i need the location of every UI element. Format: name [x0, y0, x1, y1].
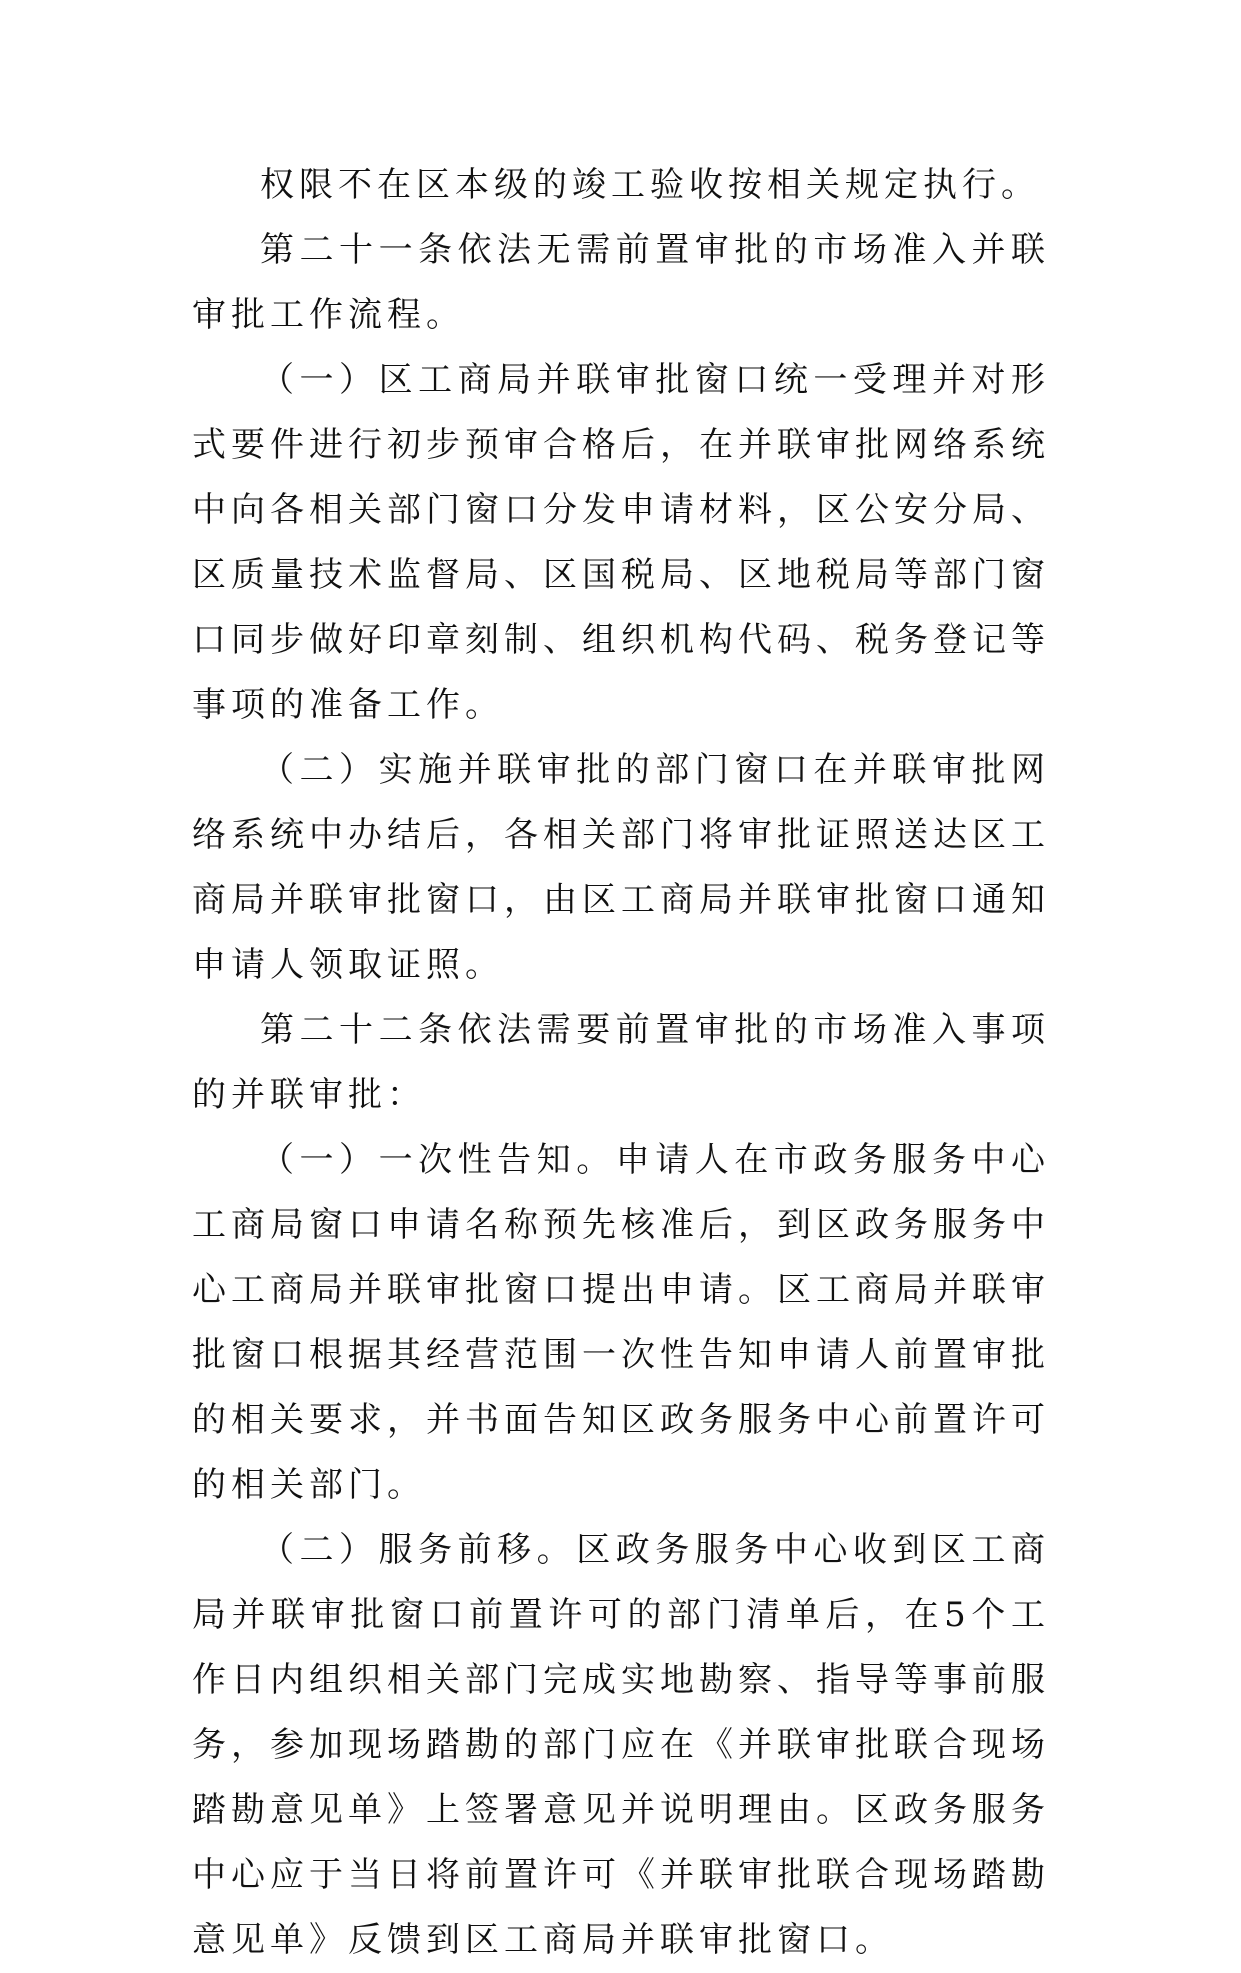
paragraph-article-21-item-1: （一）区工商局并联审批窗口统一受理并对形式要件进行初步预审合格后，在并联审批网络系统中向各相关部门窗口分发申请材料，区公安分局、区质量技术监督局、区国税局、区地税局等部门窗口同步做好印章刻制、组织机构代码、税务登记等事项的准备工作。: [192, 360, 1050, 725]
paragraph-article-21-item-2: （二）实施并联审批的部门窗口在并联审批网络系统中办结后，各相关部门将审批证照送达区工商局并联审批窗口，由区工商局并联审批窗口通知申请人领取证照。: [192, 750, 1050, 985]
paragraph-completion-acceptance: 权限不在区本级的竣工验收按相关规定执行。: [260, 165, 1040, 205]
document-body: [192, 153, 1050, 1973]
paragraph-article-22: 第二十二条依法需要前置审批的市场准入事项的并联审批：: [192, 1010, 1050, 1115]
paragraph-article-22-item-2: （二）服务前移。区政务服务中心收到区工商局并联审批窗口前置许可的部门清单后，在5个工作日内组织相关部门完成实地勘察、指导等事前服务，参加现场踏勘的部门应在《并联审批联合现场踏勘意见单》上签署意见并说明理由。区政务服务中心应于当日将前置许可《并联审批联合现场踏勘意见单》反馈到区工商局并联审批窗口。: [192, 1530, 1050, 1960]
paragraph-article-21: 第二十一条依法无需前置审批的市场准入并联审批工作流程。: [192, 230, 1050, 335]
paragraph-article-22-item-1: （一）一次性告知。申请人在市政务服务中心工商局窗口申请名称预先核准后，到区政务服务中心工商局并联审批窗口提出申请。区工商局并联审批窗口根据其经营范围一次性告知申请人前置审批的相关要求，并书面告知区政务服务中心前置许可的相关部门。: [192, 1140, 1050, 1505]
